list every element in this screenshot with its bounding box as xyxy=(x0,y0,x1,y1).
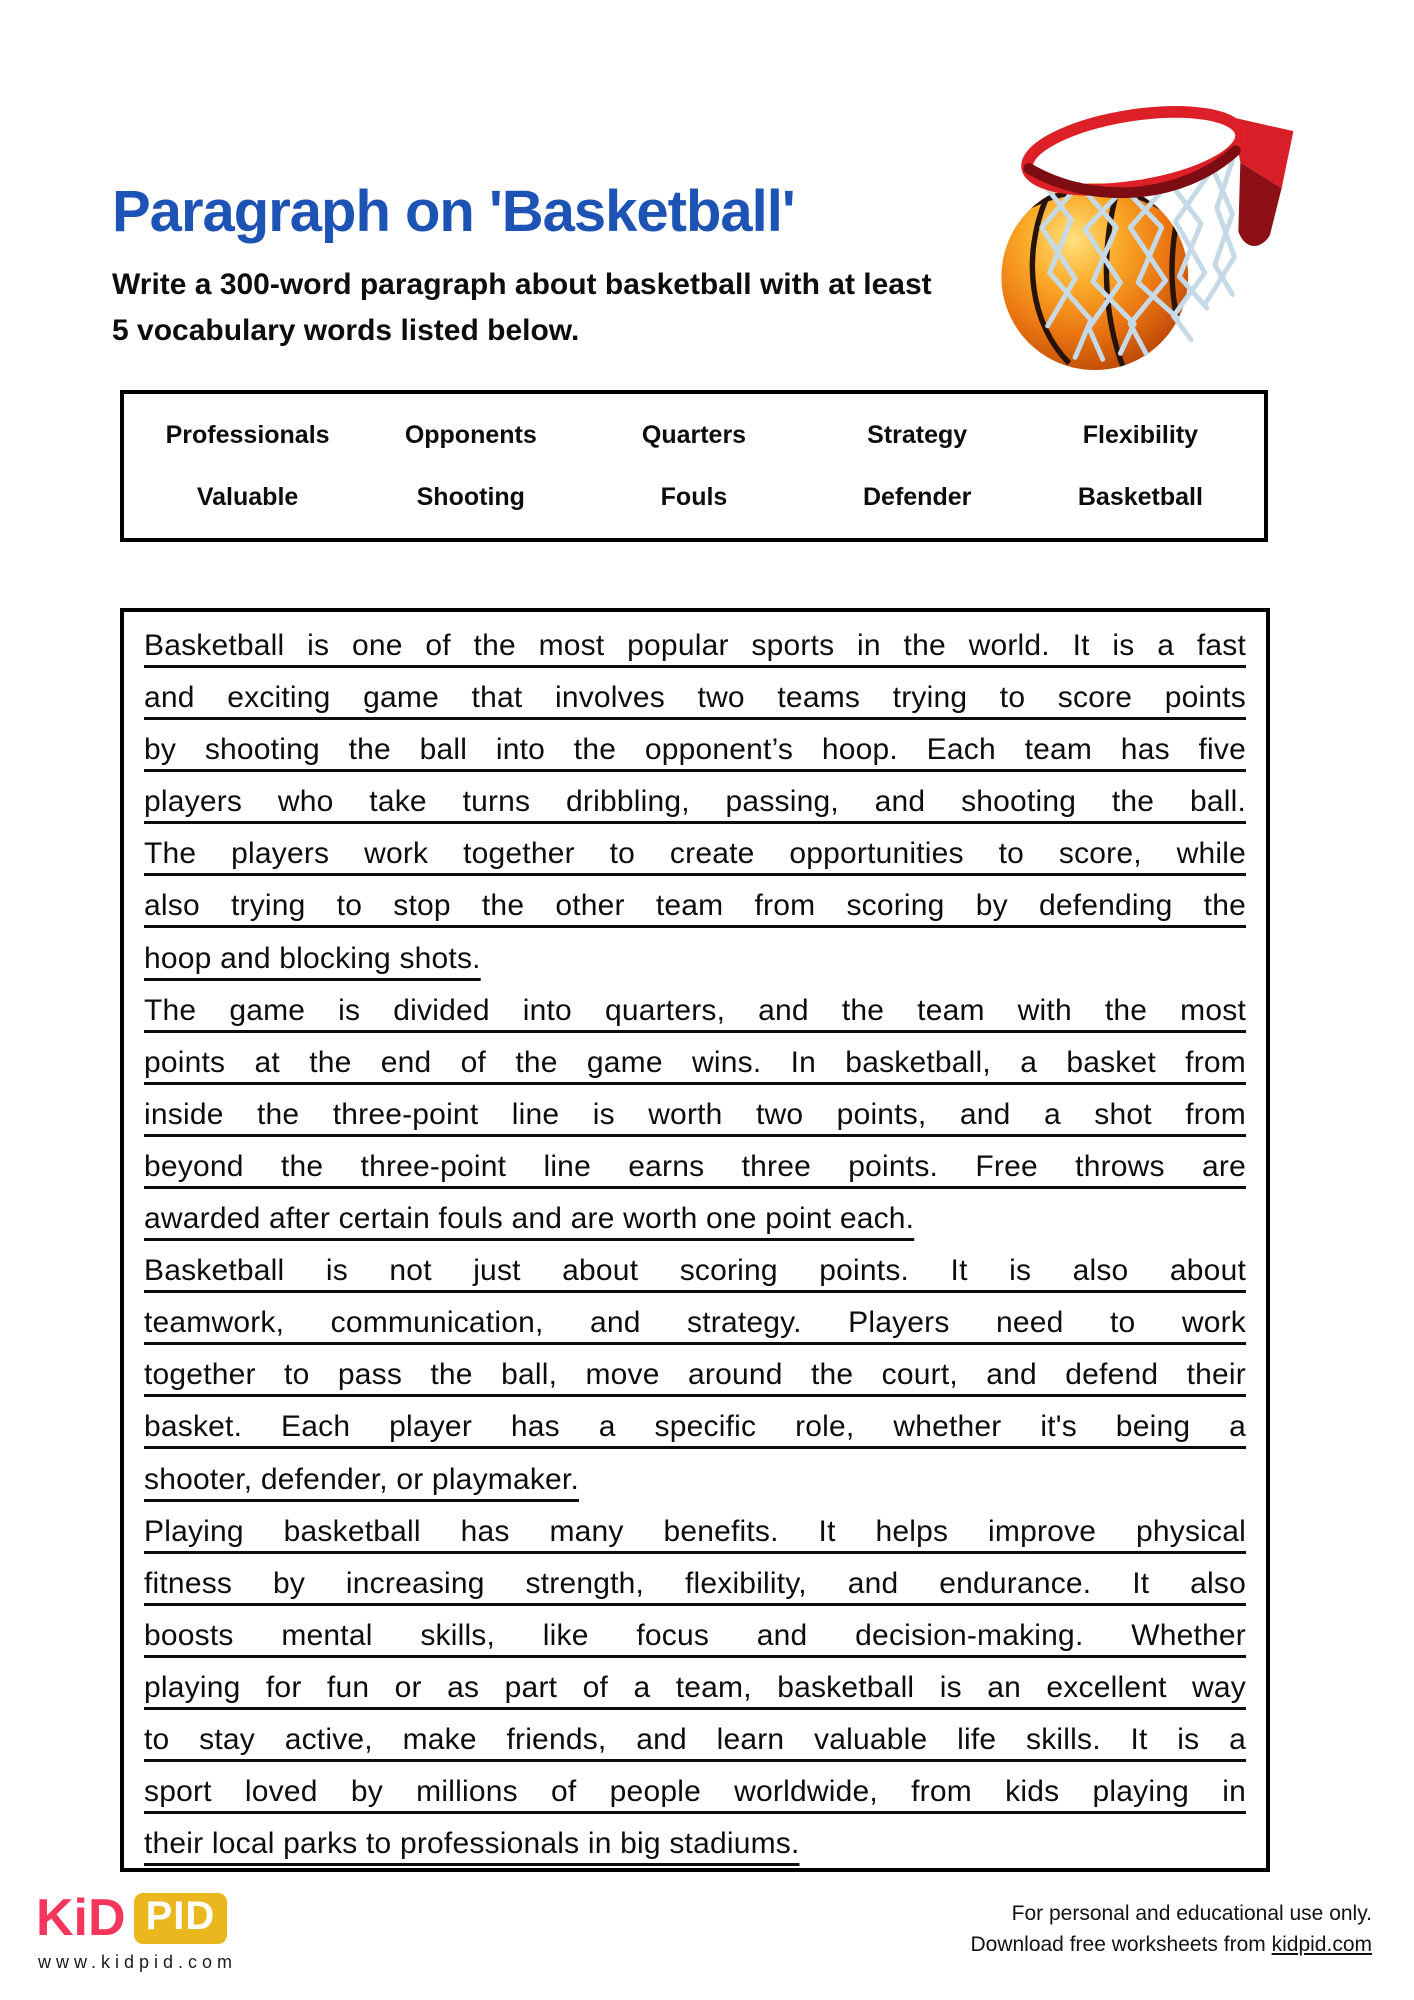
vocab-word: Quarters xyxy=(641,420,747,449)
vocab-word: Valuable xyxy=(196,482,299,511)
vocab-word: Basketball xyxy=(1077,482,1203,511)
footer-note-line-2 xyxy=(970,1929,1372,1960)
essay-line: awarded after certain fouls and are worth one point each. xyxy=(144,1202,915,1236)
essay-line: boosts mental skills, like focus and decision-making. Whether xyxy=(144,1618,1246,1652)
vocab-word: Strategy xyxy=(867,420,968,449)
essay-line: their local parks to professionals in big stadiums. xyxy=(144,1827,800,1861)
vocab-word: Professionals xyxy=(165,420,330,449)
subtitle-line-2: 5 vocabulary words listed below. xyxy=(112,314,580,347)
vocab-word: Flexibility xyxy=(1082,420,1199,449)
essay-line: fitness by increasing strength, flexibility, and endurance. It also xyxy=(144,1566,1246,1600)
kidpid-logo xyxy=(36,1889,227,1947)
essay-line: also trying to stop the other team from scoring by defending the xyxy=(144,889,1246,923)
footer-note-line-2-prefix: Download free worksheets from xyxy=(970,1933,1272,1956)
essay-line: sport loved by millions of people worldwide, from kids playing in xyxy=(144,1775,1246,1809)
essay-line: The players work together to create opportunities to score, while xyxy=(144,837,1246,871)
essay-line: teamwork, communication, and strategy. Players need to work xyxy=(144,1306,1246,1340)
essay-line: points at the end of the game wins. In basketball, a basket from xyxy=(144,1045,1246,1079)
kidpid-link[interactable]: kidpid.com xyxy=(1271,1933,1372,1956)
essay-line: together to pass the ball, move around the court, and defend their xyxy=(144,1358,1246,1392)
page-subtitle xyxy=(112,262,932,354)
essay-line: to stay active, make friends, and learn valuable life skills. It is a xyxy=(144,1722,1246,1756)
vocab-word: Fouls xyxy=(660,482,728,511)
essay-line: and exciting game that involves two teams trying to score points xyxy=(144,681,1246,715)
essay-box xyxy=(120,608,1270,1872)
subtitle-line-1: Write a 300-word paragraph about basketball with at least xyxy=(112,268,932,301)
logo-kid-text: KiD xyxy=(36,1889,126,1947)
essay-line: basket. Each player has a specific role, whether it's being a xyxy=(144,1410,1246,1444)
essay-line: Basketball is not just about scoring points. It is also about xyxy=(144,1254,1246,1288)
essay-line: The game is divided into quarters, and the team with the most xyxy=(144,993,1246,1027)
essay-line: players who take turns dribbling, passing, and shooting the ball. xyxy=(144,785,1246,819)
essay-line: playing for fun or as part of a team, basketball is an excellent way xyxy=(144,1670,1246,1704)
website-url: www.kidpid.com xyxy=(38,1952,238,1972)
essay-line: inside the three-point line is worth two points, and a shot from xyxy=(144,1097,1246,1131)
essay-line: by shooting the ball into the opponent’s hoop. Each team has five xyxy=(144,733,1246,767)
vocab-word: Shooting xyxy=(416,482,525,511)
essay-line: beyond the three-point line earns three points. Free throws are xyxy=(144,1149,1246,1183)
page-title: Paragraph on 'Basketball' xyxy=(112,179,795,244)
essay-line: hoop and blocking shots. xyxy=(144,941,481,975)
vocab-word: Defender xyxy=(863,482,972,511)
essay-line: shooter, defender, or playmaker. xyxy=(144,1462,579,1496)
logo-pid-badge: PID xyxy=(134,1893,228,1944)
vocab-word: Opponents xyxy=(404,420,537,449)
vocabulary-box xyxy=(120,390,1268,542)
hoop-rim xyxy=(1022,99,1247,203)
basketball-hoop-illustration xyxy=(983,80,1301,375)
essay-line: Playing basketball has many benefits. It helps improve physical xyxy=(144,1514,1246,1548)
essay-line: Basketball is one of the most popular sports in the world. It is a fast xyxy=(144,629,1246,662)
footer-note xyxy=(970,1898,1372,1960)
footer-note-line-1: For personal and educational use only. xyxy=(1011,1902,1372,1925)
